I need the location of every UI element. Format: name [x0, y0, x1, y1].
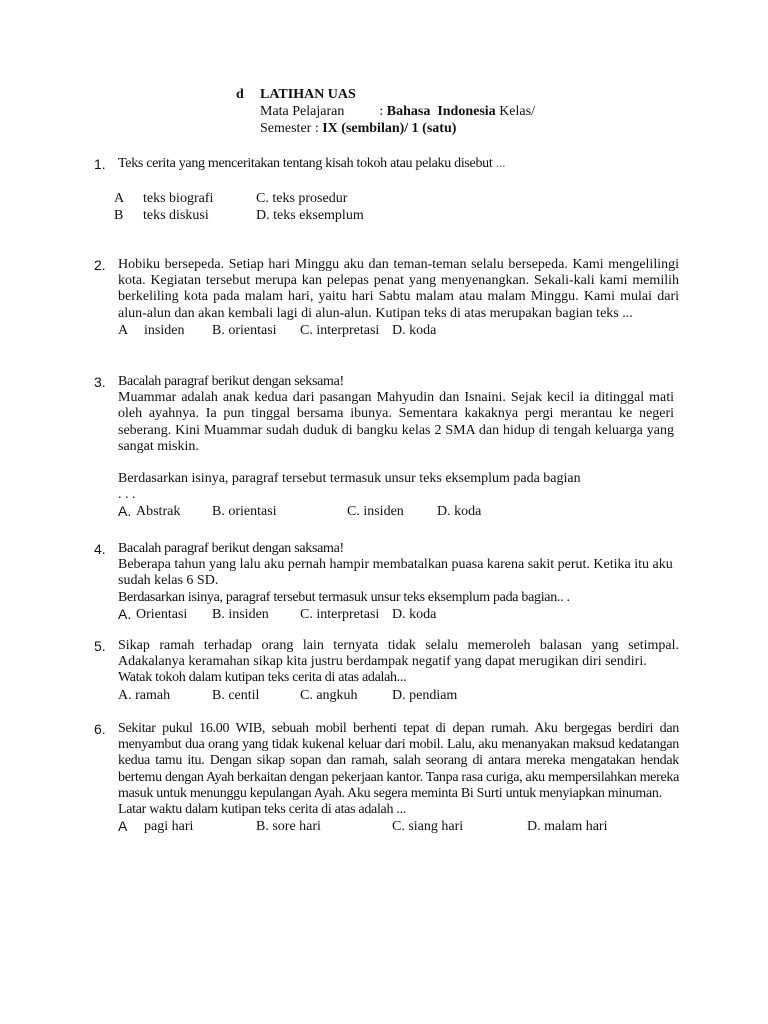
semester-line: Semester : IX (sembilan)/ 1 (satu)	[260, 121, 457, 136]
question-number: 6.	[94, 721, 106, 737]
options	[118, 606, 679, 623]
option-c[interactable]: C. siang hari	[392, 819, 464, 835]
question-number: 2.	[94, 257, 106, 273]
question-text: Hobiku bersepeda. Setiap hari Minggu aku dan teman-teman selalu bersepeda. Kami mengelilingi kota. Kegiatan tersebut merupa kan pelepas penat yang menyenangkan. Sekali-kali kami memilih berkeliling kota pada malam hari, yaitu hari Sabtu malam atau malam Minggu. Kami mulai dari alun-alun dan akan kembali lagi di alun-alun. Kutipan teks di atas merupakan bagian teks ...	[118, 257, 679, 321]
options	[118, 687, 679, 704]
option-d[interactable]: D. teks eksemplum	[256, 208, 364, 224]
options	[118, 503, 679, 520]
options	[118, 818, 679, 835]
option-a[interactable]: insiden	[144, 322, 185, 338]
question-number: 4.	[94, 541, 106, 557]
options	[114, 190, 679, 224]
question-dots: . . .	[118, 487, 136, 503]
option-c[interactable]: C. insiden	[347, 504, 404, 520]
worksheet-header	[236, 86, 535, 137]
question-2	[94, 257, 679, 339]
option-a[interactable]: A. ramah	[118, 687, 171, 703]
question-6	[94, 721, 679, 835]
option-b[interactable]: teks diskusi	[143, 208, 209, 224]
worksheet-title: LATIHAN UAS	[260, 87, 356, 102]
option-d[interactable]: D. pendiam	[392, 687, 458, 703]
option-a[interactable]: Abstrak	[136, 504, 181, 520]
question-number: 5.	[94, 638, 106, 654]
option-c[interactable]: C. angkuh	[300, 687, 358, 703]
option-b[interactable]: B. sore hari	[256, 819, 321, 835]
question-prompt: Berdasarkan isinya, paragraf tersebut termasuk unsur teks eksemplum pada bagian	[118, 471, 581, 487]
question-4	[94, 541, 679, 623]
question-3	[94, 374, 679, 520]
option-d[interactable]: D. koda	[392, 322, 437, 338]
option-a-letter[interactable]: A.	[118, 605, 132, 622]
option-c[interactable]: C. teks prosedur	[256, 191, 348, 207]
option-b-letter[interactable]: B	[114, 208, 124, 224]
option-d[interactable]: D. koda	[437, 504, 482, 520]
question-text: Sikap ramah terhadap orang lain ternyata tidak selalu memeroleh balasan yang setimpal. Adakalanya keramahan sikap kita justru berdampak negatif yang dapat merugikan diri sendiri.	[118, 638, 679, 670]
option-a-letter[interactable]: A.	[118, 503, 132, 520]
option-a[interactable]: teks biografi	[143, 191, 214, 207]
option-c[interactable]: C. interpretasi	[300, 322, 380, 338]
question-prompt: Watak tokoh dalam kutipan teks cerita di atas adalah...	[118, 670, 407, 686]
options	[118, 322, 679, 339]
option-a-letter[interactable]: A	[118, 818, 128, 835]
option-d[interactable]: D. malam hari	[527, 819, 608, 835]
option-b[interactable]: B. insiden	[212, 606, 269, 622]
option-d[interactable]: D. koda	[392, 606, 437, 622]
question-intro: Bacalah paragraf berikut dengan saksama!	[118, 541, 344, 556]
question-prompt: Berdasarkan isinya, paragraf tersebut termasuk unsur teks eksemplum pada bagian.. .	[118, 589, 570, 605]
subject-line: Mata Pelajaran : Bahasa Indonesia Kelas/	[260, 104, 535, 119]
option-a[interactable]: pagi hari	[144, 819, 194, 835]
question-prompt: Latar waktu dalam kutipan teks cerita di atas adalah ...	[118, 802, 406, 818]
option-a[interactable]: Orientasi	[136, 606, 188, 622]
option-b[interactable]: B. orientasi	[212, 504, 277, 520]
question-intro: Bacalah paragraf berikut dengan seksama!	[118, 374, 344, 389]
question-number: 3.	[94, 374, 106, 390]
option-a-letter[interactable]: A	[114, 191, 125, 207]
question-number: 1.	[94, 156, 106, 172]
class-semester: IX (sembilan)/ 1 (satu)	[322, 121, 457, 136]
question-1	[94, 156, 679, 224]
question-text: Teks cerita yang menceritakan tentang kisah tokoh atau pelaku disebut ...	[118, 156, 506, 171]
subject-name: Bahasa Indonesia	[386, 104, 496, 119]
header-marker: d	[236, 87, 244, 102]
option-b[interactable]: B. centil	[212, 687, 260, 703]
option-a-letter[interactable]: A	[118, 322, 129, 338]
question-text: Muammar adalah anak kedua dari pasangan Mahyudin dan Isnaini. Sejak kecil ia ditinggal mati oleh ayahnya. Ia pun tinggal bersama ibunya. Sementara kakaknya pergi merantau ke negeri seberang. Kini Muammar sudah duduk di bangku kelas 2 SMA dan hidup di tengah keluarga yang sangat miskin.	[118, 390, 674, 454]
question-text: Beberapa tahun yang lalu aku pernah hampir membatalkan puasa karena sakit perut. Ketika itu aku sudah kelas 6 SD.	[118, 557, 673, 589]
option-b[interactable]: B. orientasi	[212, 322, 277, 338]
question-text: Sekitar pukul 16.00 WIB, sebuah mobil berhenti tepat di depan rumah. Aku bergegas berdiri dan menyambut dua orang yang tidak kukenal keluar dari mobil. Lalu, aku menanyakan maksud kedatangan kedua tamu itu. Dengan sikap sopan dan ramah, salah seorang di antara mereka mengatakan hendak bertemu dengan Ayah berkaitan dengan pekerjaan kantor. Tanpa rasa curiga, aku mempersilahkan mereka masuk untuk menunggu kepulangan Ayah. Aku segera meminta Bi Surti untuk menyiapkan minuman.	[118, 721, 679, 801]
question-5	[94, 638, 679, 704]
option-c[interactable]: C. interpretasi	[300, 606, 380, 622]
